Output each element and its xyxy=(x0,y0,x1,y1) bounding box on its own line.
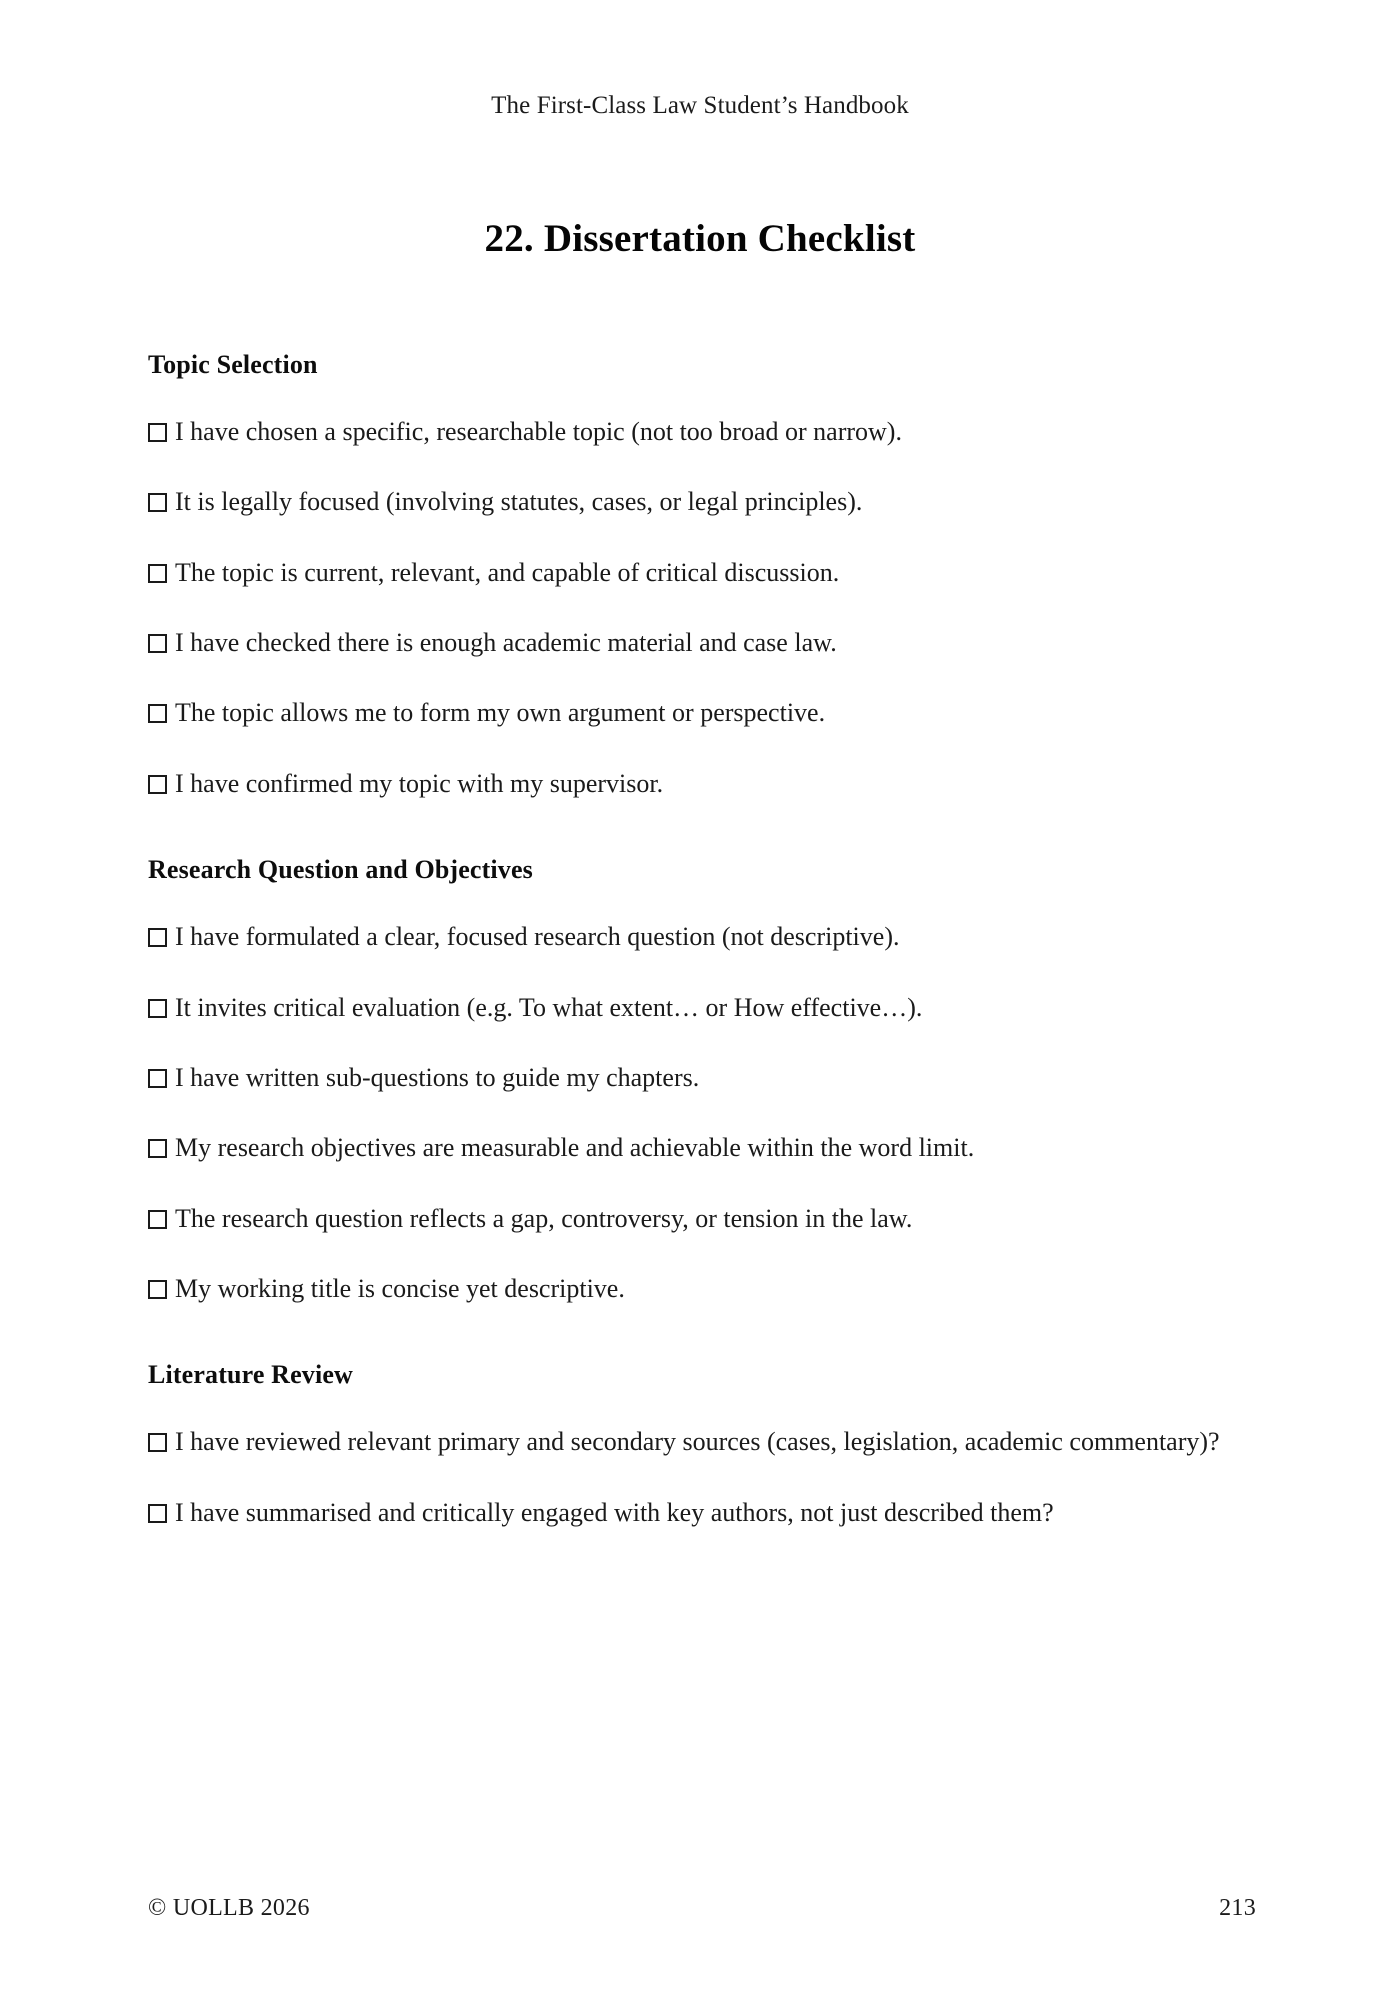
checklist-topic-selection xyxy=(148,414,1256,801)
checklist-item-label: It is legally focused (involving statutes, cases, or legal principles). xyxy=(175,487,863,517)
checklist-item[interactable] xyxy=(148,625,1256,660)
checklist-item-label: I have summarised and critically engaged with key authors, not just described them? xyxy=(175,1497,1054,1527)
running-header: The First-Class Law Student’s Handbook xyxy=(491,92,909,119)
page-title: 22. Dissertation Checklist xyxy=(484,217,916,261)
empty-checkbox-icon[interactable] xyxy=(148,704,167,723)
checklist-item[interactable] xyxy=(148,1060,1256,1095)
empty-checkbox-icon[interactable] xyxy=(148,423,167,442)
empty-checkbox-icon[interactable] xyxy=(148,1504,167,1523)
empty-checkbox-icon[interactable] xyxy=(148,999,167,1018)
checklist-item[interactable] xyxy=(148,766,1256,801)
checklist-item-label: I have checked there is enough academic material and case law. xyxy=(175,628,837,658)
checklist-research-question xyxy=(148,919,1256,1306)
empty-checkbox-icon[interactable] xyxy=(148,1433,167,1452)
checklist-item[interactable] xyxy=(148,695,1256,730)
checklist-item[interactable] xyxy=(148,919,1256,954)
checklist-literature-review xyxy=(148,1424,1256,1530)
checklist-item-label: My working title is concise yet descriptive. xyxy=(175,1273,625,1303)
checklist-item[interactable] xyxy=(148,1424,1256,1459)
checklist-item-label: I have written sub-questions to guide my chapters. xyxy=(175,1062,700,1092)
checklist-item[interactable] xyxy=(148,1130,1256,1165)
empty-checkbox-icon[interactable] xyxy=(148,928,167,947)
checklist-item[interactable] xyxy=(148,414,1256,449)
checklist-item[interactable] xyxy=(148,1271,1256,1306)
empty-checkbox-icon[interactable] xyxy=(148,1139,167,1158)
section-topic-selection xyxy=(148,350,1256,801)
footer-copyright: © UOLLB 2026 xyxy=(148,1895,310,1921)
checklist-item-label: I have confirmed my topic with my supervisor. xyxy=(175,768,664,798)
checklist-item[interactable] xyxy=(148,1201,1256,1236)
checklist-content xyxy=(148,350,1256,1530)
checklist-item-label: It invites critical evaluation (e.g. To what extent… or How effective…). xyxy=(175,992,923,1022)
empty-checkbox-icon[interactable] xyxy=(148,634,167,653)
checklist-item-label: The topic allows me to form my own argument or perspective. xyxy=(175,698,826,728)
section-heading: Literature Review xyxy=(148,1360,353,1390)
checklist-item-label: The topic is current, relevant, and capable of critical discussion. xyxy=(175,557,840,587)
checklist-item-label: I have formulated a clear, focused research question (not descriptive). xyxy=(175,922,900,952)
checklist-item[interactable] xyxy=(148,990,1256,1025)
footer-page-number: 213 xyxy=(1219,1895,1256,1921)
checklist-item[interactable] xyxy=(148,1495,1256,1530)
checklist-item[interactable] xyxy=(148,555,1256,590)
checklist-item-label: I have reviewed relevant primary and secondary sources (cases, legislation, academic commentary)? xyxy=(175,1427,1220,1457)
section-heading: Research Question and Objectives xyxy=(148,855,533,885)
empty-checkbox-icon[interactable] xyxy=(148,493,167,512)
empty-checkbox-icon[interactable] xyxy=(148,564,167,583)
section-literature-review xyxy=(148,1360,1256,1530)
empty-checkbox-icon[interactable] xyxy=(148,1280,167,1299)
page-footer xyxy=(148,1895,1256,1922)
checklist-item-label: I have chosen a specific, researchable topic (not too broad or narrow). xyxy=(175,417,902,446)
section-research-question-and-objectives xyxy=(148,855,1256,1306)
checklist-item-label: My research objectives are measurable and achievable within the word limit. xyxy=(175,1133,975,1163)
checklist-item[interactable] xyxy=(148,484,1256,519)
empty-checkbox-icon[interactable] xyxy=(148,1210,167,1229)
section-heading: Topic Selection xyxy=(148,350,318,379)
empty-checkbox-icon[interactable] xyxy=(148,775,167,794)
checklist-item-label: The research question reflects a gap, controversy, or tension in the law. xyxy=(175,1203,913,1233)
empty-checkbox-icon[interactable] xyxy=(148,1069,167,1088)
